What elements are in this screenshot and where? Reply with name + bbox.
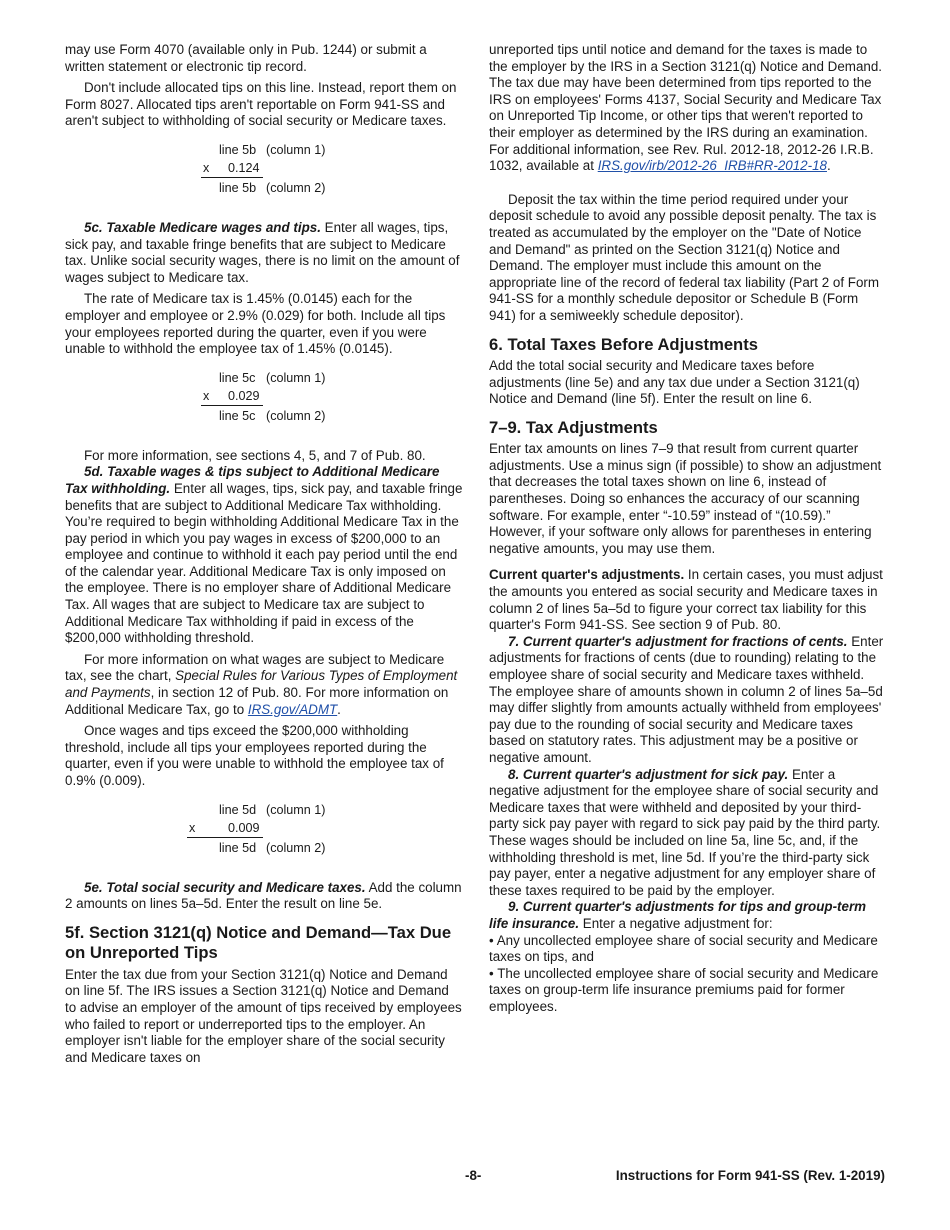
text-run: unreported tips until notice and demand for the taxes is made to the employer by the IRS in a Section 3121(q) Notice and Demand. The tax due may have been determined from tips reported to the IRS on employees' Forms 4137, Social Security and Medicare Tax on Unreported Tip Income, or other tips that weren't reported to their employer as determined by the IRS during an examination. For additional information, see Rev. Rul. 2012-18, 2012-26 I.R.B. 1032, available at xyxy=(489,42,883,174)
calc-column-label: (column 1) xyxy=(266,370,326,385)
section-7-text: Enter adjustments for fractions of cents (due to rounding) relating to the employee share of social security and Medicare taxes withheld. The employee share of amounts shown in column 2 of lines 5a–5d may differ slightly from amounts actually withheld from employees' pay due to the rounding of social security and Medicare taxes based on statutory rates. This adjustment may be a positive or negative amount. xyxy=(489,633,884,765)
footer-form-title: Instructions for Form 941-SS (Rev. 1-2019) xyxy=(615,1168,885,1183)
calc-column-label: (column 2) xyxy=(266,408,326,423)
calc-line-5b xyxy=(65,142,463,200)
section-5c-text: Enter all wages, tips, sick pay, and taxable fringe benefits that are subject to Medicare tax. Unlike social security wages, there is no limit on the amount of wages subject to Medicare tax. xyxy=(65,219,460,285)
section-5f-heading: 5f. Section 3121(q) Notice and Demand—Tax Due on Unreported Tips xyxy=(65,922,452,963)
calc-line-label: line 5b xyxy=(219,142,257,157)
text-run: . xyxy=(337,701,341,717)
irs-admt-link[interactable]: IRS.gov/ADMT xyxy=(247,701,338,717)
bullet-item xyxy=(489,966,887,1016)
section-7-title: 7. Current quarter's adjustment for fractions of cents. xyxy=(508,633,848,649)
section-5e xyxy=(65,880,463,913)
paragraph xyxy=(65,652,463,718)
paragraph xyxy=(489,42,887,175)
text-run: , in section 12 of Pub. 80. For more information on Additional Medicare Tax, go to xyxy=(65,685,449,717)
bullet-text: The uncollected employee share of social security and Medicare taxes on group-term life insurance premiums paid for former employees. xyxy=(489,965,879,1014)
section-5c-title: 5c. Taxable Medicare wages and tips. xyxy=(84,219,321,235)
right-column xyxy=(489,42,887,1015)
calc-rule xyxy=(201,177,263,178)
paragraph: Once wages and tips exceed the $200,000 withholding threshold, include all tips your employees reported during the quarter, even if you were unable to withhold the employee tax of 0.9% (0.009). xyxy=(65,723,444,788)
paragraph: Don't include allocated tips on this line. Instead, report them on Form 8027. Allocated tips aren't reportable on Form 941-SS and aren't subject to withholding of social security or Medicare taxes. xyxy=(65,80,457,129)
section-6-heading: 6. Total Taxes Before Adjustments xyxy=(489,334,758,354)
pub-reference: Special Rules for Various Types of Employment and Payments xyxy=(65,668,458,701)
bullet-icon: • xyxy=(489,965,494,981)
rev-rul-link[interactable]: IRS.gov/irb/2012-26_IRB#RR-2012-18 xyxy=(597,158,827,174)
section-5d-title: 5d. Taxable wages & tips subject to Additional Medicare Tax withholding. xyxy=(65,464,440,496)
bullet-text: Any uncollected employee share of social security and Medicare taxes on tips, and xyxy=(489,932,878,965)
calc-column-label: (column 1) xyxy=(266,142,326,157)
section-9-title: 9. Current quarter's adjustments for tips and group-term life insurance. xyxy=(489,899,867,931)
text-run: For more information on what wages are subject to Medicare tax, see the chart, xyxy=(65,651,445,684)
calc-rule xyxy=(201,405,263,406)
section-7 xyxy=(489,634,887,767)
section-5e-text: Add the column 2 amounts on lines 5a–5d. Enter the result on line 5e. xyxy=(65,879,462,912)
paragraph: may use Form 4070 (available only in Pub. 1244) or submit a written statement or electronic tip record. xyxy=(65,42,427,74)
paragraph: Add the total social security and Medicare taxes before adjustments (line 5e) and any tax due under a Section 3121(q) Notice and Demand (line 5f). Enter the result on line 6. xyxy=(489,358,860,407)
current-quarter-adjustments xyxy=(489,567,887,633)
calc-line-5d xyxy=(65,802,463,860)
cqa-text: In certain cases, you must adjust the amounts you entered as social security and Medicare taxes in column 2 of lines 5a–5d to figure your correct tax liability for this quarter's Form 941-SS. See section 9 of Pub. 80. xyxy=(489,567,883,633)
left-column xyxy=(65,42,463,1071)
calc-rate: 0.124 xyxy=(228,160,260,175)
calc-multiply-sign: x xyxy=(203,388,210,403)
calc-line-label: line 5b xyxy=(219,180,257,195)
calc-line-label: line 5d xyxy=(219,840,257,855)
section-9 xyxy=(489,899,887,932)
calc-line-label: line 5c xyxy=(219,370,256,385)
section-5c xyxy=(65,220,463,286)
calc-line-label: line 5d xyxy=(219,802,257,817)
section-7-9-heading: 7–9. Tax Adjustments xyxy=(489,417,658,437)
calc-column-label: (column 1) xyxy=(266,802,326,817)
paragraph: Enter tax amounts on lines 7–9 that result from current quarter adjustments. Use a minus sign (if possible) to show an adjustment that decreases the total taxes shown on line 6, instead of parentheses. Doing so enhances the accuracy of our scanning software. For example, enter “-10.59” instead of “(10.59).” However, if your software only allows for parentheses in entering negative amounts, you may use them. xyxy=(489,441,882,556)
section-8-text: Enter a negative adjustment for the employee share of social security and Medicare taxes that were withheld and deposited by your third-party sick pay payer with regard to sick pay paid by the third party. These wages should be included on line 5a, line 5c, and, if the withholding threshold is met, line 5d. If you’re the third-party sick pay payer, enter a negative adjustment for any employer share of these taxes required to be paid by the employer. xyxy=(489,766,881,898)
bullet-item xyxy=(489,933,887,966)
calc-column-label: (column 2) xyxy=(266,840,326,855)
section-8 xyxy=(489,767,887,900)
section-5d-text: Enter all wages, tips, sick pay, and taxable fringe benefits that are subject to Additional Medicare Tax withholding. You’re required to begin withholding Additional Medicare Tax in the pay period in which you pay wages in excess of $200,000 to an employee and continue to withhold it each pay period until the end of the calendar year. Additional Medicare Tax is only imposed on the employee. There is no employer share of Additional Medicare Tax. All wages that are subject to Medicare tax are subject to Additional Medicare Tax withholding if paid in excess of the $200,000 withholding threshold. xyxy=(65,480,463,646)
cqa-title: Current quarter's adjustments. xyxy=(489,567,685,583)
section-8-title: 8. Current quarter's adjustment for sick pay. xyxy=(508,766,789,782)
calc-multiply-sign: x xyxy=(189,820,196,835)
bullet-icon: • xyxy=(489,932,494,948)
text-run: . xyxy=(826,158,831,174)
calc-rule xyxy=(187,837,263,838)
calc-multiply-sign: x xyxy=(203,160,210,175)
section-5d xyxy=(65,464,463,647)
paragraph: For more information, see sections 4, 5, and 7 of Pub. 80. xyxy=(84,447,426,463)
paragraph: Enter the tax due from your Section 3121(q) Notice and Demand on line 5f. The IRS issues a Section 3121(q) Notice and Demand to advise an employer of the amount of tips received by employees who failed to report or underreported tips to the employer. An employer isn't liable for the employer share of the social security and Medicare taxes on xyxy=(65,966,462,1065)
calc-line-label: line 5c xyxy=(219,408,256,423)
section-5e-title: 5e. Total social security and Medicare taxes. xyxy=(84,879,366,895)
calc-line-5c xyxy=(65,370,463,428)
paragraph: The rate of Medicare tax is 1.45% (0.0145) each for the employer and employee or 2.9% (0.029) for both. Include all tips your employees reported during the quarter, even if you were unable to withhold the employee tax of 1.45% (0.0145). xyxy=(65,291,446,357)
calc-rate: 0.029 xyxy=(228,388,260,403)
paragraph: Deposit the tax within the time period required under your deposit schedule to avoid any possible deposit penalty. The tax is treated as accumulated by the employer on the "Date of Notice and Demand" as printed on the Section 3121(q) Notice and Demand. The employer must include this amount on the appropriate line of the record of federal tax liability (Part 2 of Form 941-SS for a monthly schedule depositor or Schedule B (Form 941) for a semiweekly schedule depositor). xyxy=(489,191,880,323)
calc-column-label: (column 2) xyxy=(266,180,326,195)
section-9-text: Enter a negative adjustment for: xyxy=(582,915,773,931)
calc-rate: 0.009 xyxy=(228,820,260,835)
page-number: -8- xyxy=(465,1168,482,1183)
